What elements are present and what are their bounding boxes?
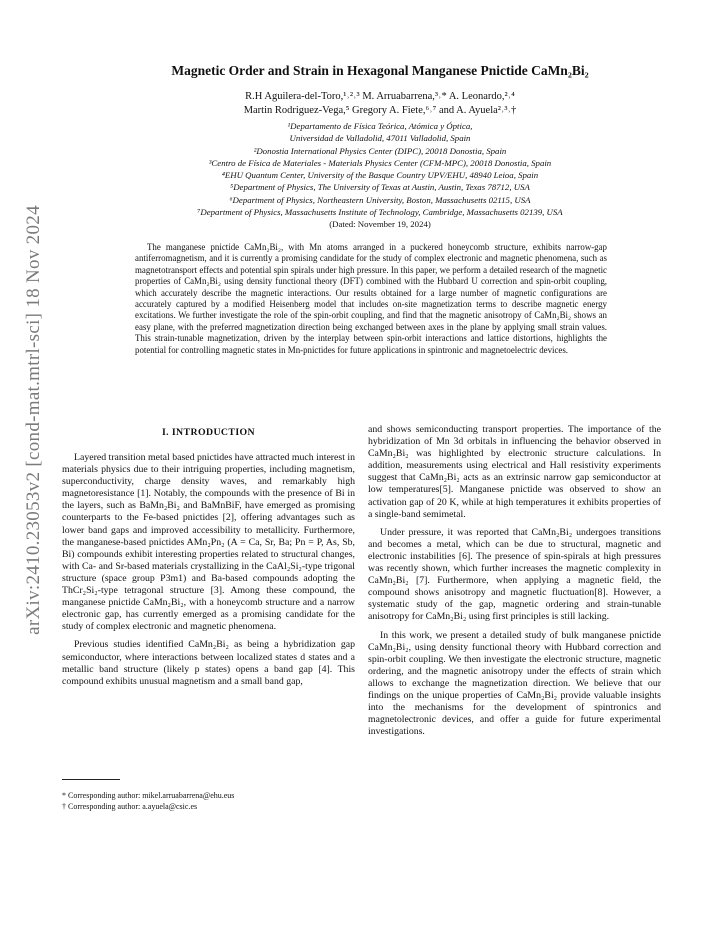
left-column <box>62 452 355 694</box>
arxiv-stamp <box>14 180 54 660</box>
paragraph: Under pressure, it was reported that CaMn₂Bi₂ undergoes transitions and becomes a metal, which can be due to structural, magnetic and electronic instabilities [6]. The presence of spin-spirals at high pressures was recently shown, which further increases the magnetic complexity in CaMn₂Bi₂ [7]. Furthermore, when applying a magnetic field, the compound shows anisotropy and magnetic fluctuation[8]. However, a systematic study of the gap, magnetic ordering and strain-tunable anisotropy for CaMn₂Bi₂ using first principles is still lacking. <box>368 526 661 623</box>
affiliation: ⁶Department of Physics, Northeastern University, Boston, Massachusetts 02115, USA <box>229 194 531 205</box>
date-line: (Dated: November 19, 2024) <box>329 219 431 230</box>
affiliation: Universidad de Valladolid, 47011 Valladolid, Spain <box>289 133 471 144</box>
paragraph: In this work, we present a detailed study of bulk manganese pnictide CaMn₂Bi₂, using density functional theory with Hubbard correction and spin-orbit coupling. We then investigate the electronic structure, magnetic ordering, and the magnetic anisotropy under the effects of strain which allows to exchange the magnetization direction. We believe that our findings on the unique properties of CaMn₂Bi₂ provide valuable insights into the mechanisms for the development of spintronics and magnetolectronic devices, and offer a guide for future experimental investigations. <box>368 629 661 738</box>
paragraph: Layered transition metal based pnictides have attracted much interest in materials physics due to their intriguing properties, including magnetism, superconductivity, charge density waves, and remarkably high magnetoresistance [1]. Notably, the compounds with the presence of Bi in the layers, such as BaMn₂Bi₂ and BaMnBiF, have emerged as promising counterparts to the Fe-based pnictides [2], offering advantages such as lower band gaps and improved accessibility to metallicity. Furthermore, the manganese-based pnictides AMn₂Pn₂ (A = Ca, Sr, Ba; Pn = P, As, Sb, Bi) compounds exhibit interesting properties related to structural changes, with Ca- and Sr-based materials crystallizing in the CaAl₂Si₂-type trigonal structure (space group P3m1) and Ba-based compounds adopting the ThCr₂Si₂-type tetragonal structure [3]. Among these compound, the manganese pnictide CaMn₂Bi₂, with a honeycomb structure and a narrow electronic gap, has currently emerged as a promising candidate for the study of complex electronic and magnetic phenomena. <box>62 452 356 633</box>
section-heading-introduction: I. INTRODUCTION <box>161 427 256 438</box>
paragraph: Previous studies identified CaMn₂Bi₂ as being a hybridization gap semiconductor, where interactions between localized states d states and a metallic band structure (likely p states) opens a band gap [4]. This compound exhibits unusual magnetism and a small band gap, <box>62 639 355 687</box>
footnote: † Corresponding author: a.ayuela@csic.es <box>62 802 198 811</box>
affiliation-list <box>80 120 680 231</box>
abstract: The manganese pnictide CaMn₂Bi₂, with Mn atoms arranged in a puckered honeycomb structure, exhibits narrow-gap antiferromagnetism, and it is currently a promising candidate for the study of complex electronic and magnetic phenomena, such as magnetotransport effects and potential spin spirals under high pressure. In this paper, we perform a detailed research of the magnetic properties of CaMn₂Bi₂ using density functional theory (DFT) combined with the Hubbard U correction and spin-orbit coupling, which accurately describe the magnetic interactions. Our results obtained for a large number of magnetic configurations are accurately captured by a modified Heisenberg model that includes on-site magnetization terms to describe magnetic energy excitations. We further investigate the role of the spin-orbit coupling, and find that the magnetic anisotropy of CaMn₂Bi₂ shows an easy plane, with the preferred magnetization direction being exchanged between axes in the plane by applying small strain values. This strain-tunable magnetization, driven by the interplay between spin-orbit interactions and lattice distortions, highlights the potential for controlling magnetic states in Mn-pnictides for future applications in spintronic and magnetoelectric devices. <box>135 242 607 355</box>
affiliation: ³Centro de Física de Materiales - Materials Physics Center (CFM-MPC), 20018 Donostia, Spain <box>208 157 552 168</box>
footnotes <box>62 790 355 812</box>
author-line-1: R.H Aguilera-del-Toro,¹˒²˒³ M. Arruabarrena,³˒* A. Leonardo,²˒⁴ <box>245 91 515 102</box>
affiliation: ⁷Department of Physics, Massachusetts Institute of Technology, Cambridge, Massachusetts 02139, USA <box>197 207 563 218</box>
paragraph: and shows semiconducting transport properties. The importance of the hybridization of Mn 3d orbitals in influencing the behavior observed in CaMn₂Bi₂ was highlighted by electronic structure calculations. In addition, measurements using electrical and Hall resistivity experiments suggest that CaMn₂Bi₂ acts as an extrinsic narrow gap semiconductor at low temperatures[5]. Manganese pnictide was observed to show an activation gap of 20 K, while at high temperatures it exhibits properties of a single-band semimetal. <box>368 424 661 520</box>
author-line-2: Martin Rodriguez-Vega,⁵ Gregory A. Fiete,⁶˒⁷ and A. Ayuela²˒³˒† <box>243 105 517 116</box>
right-column <box>368 424 661 744</box>
affiliation: ²Donostia International Physics Center (DIPC), 20018 Donostia, Spain <box>253 145 507 156</box>
arxiv-identifier: arXiv:2410.23053v2 [cond-mat.mtrl-sci] 18 Nov 2024 <box>23 205 44 635</box>
affiliation: ⁴EHU Quantum Center, University of the Basque Country UPV/EHU, 48940 Leioa, Spain <box>221 170 539 181</box>
footnote-divider <box>62 779 120 780</box>
footnote: * Corresponding author: mikel.arruabarrena@ehu.eus <box>62 791 235 800</box>
author-list <box>80 90 680 118</box>
affiliation: ¹Departamento de Física Teórica, Atómica y Óptica, <box>287 121 473 131</box>
paper-title: Magnetic Order and Strain in Hexagonal Manganese Pnictide CaMn₂Bi₂ <box>171 63 589 78</box>
affiliation: ⁵Department of Physics, The University of Texas at Austin, Austin, Texas 78712, USA <box>230 182 530 193</box>
